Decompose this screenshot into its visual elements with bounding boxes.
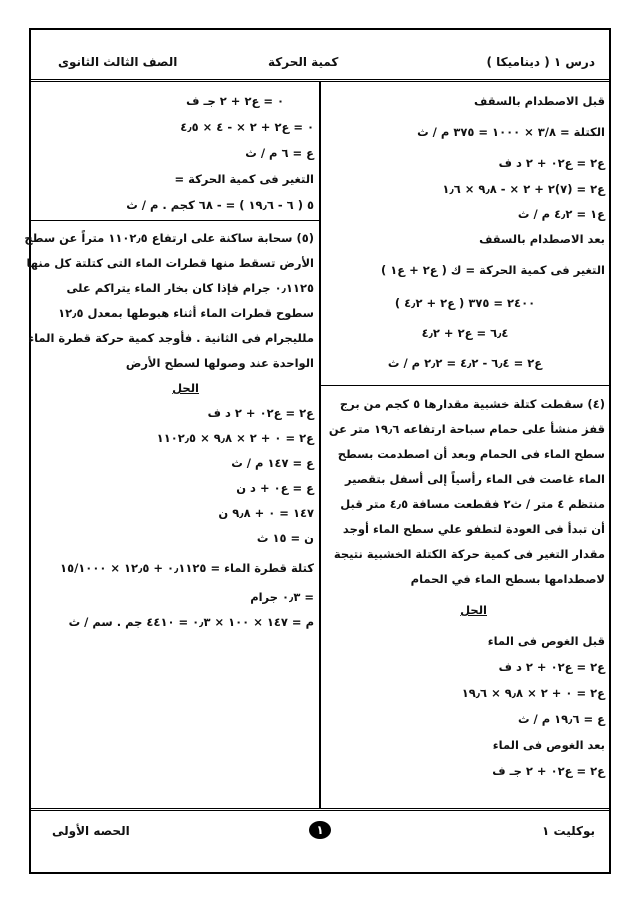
problem-text-line: ملليجرام فى الثانية . فأوجد كمية حركة قطرة الماء <box>28 331 314 345</box>
equation-line: كتلة قطرة الماء = ٠٫١١٢٥ + ١٢٫٥ × ١٥/١٠٠٠ <box>60 561 314 575</box>
problem-text-line: (٤) سقطت كتلة خشبية مقدارها ٥ كجم من برج <box>339 397 605 411</box>
equation-line: ع = ع٠ + د ن <box>236 481 314 495</box>
right-section-divider <box>321 385 609 386</box>
equation-line: ع٢ = ٦٫٤ - ٤٫٢ = ٢٫٢ م / ث <box>387 356 543 370</box>
problem-text-line: لاصطدامها بسطح الماء في الحمام <box>410 572 605 586</box>
session-label: الحصه الأولى <box>52 824 130 838</box>
equation-line: = ٠٫٣ جرام <box>250 590 314 604</box>
equation-line: ٠ = ع٢ + ٢ × - ٤ × ٤٫٥ <box>180 120 314 134</box>
problem-4 <box>325 392 605 784</box>
text-line: بعد الغوص فى الماء <box>492 738 605 752</box>
equation-line: ع = ١٤٧ م / ث <box>231 456 314 470</box>
solution-label: الحل <box>460 603 487 617</box>
text-line: قبل الغوص فى الماء <box>487 634 605 648</box>
equation-line: ع٢ = ٠ + ٢ × ٩٫٨ × ١٩٫٦ <box>461 686 605 700</box>
problem-text-line: الأرض تسقط منها قطرات الماء التى كتلتة كل منها <box>26 256 314 270</box>
equation-line: ع٢ = ع٠٢ + ٢ د ف <box>207 406 314 420</box>
equation-line: ٥ ( ٦ - ١٩٫٦ ) = - ٦٨ كجم . م / ث <box>126 198 314 212</box>
equation-line: ع٢ = ع٠٢ + ٢ د ف <box>498 660 605 674</box>
problem-text-line: أن تبدأ فى العودة لتطفو علي سطح الماء أوجد <box>342 522 605 536</box>
equation-line: ن = ١٥ ث <box>256 531 314 545</box>
equation-line: ٦٫٤ = ع٢ + ٤٫٢ <box>421 326 509 340</box>
equation-line: م = ١٤٧ × ١٠٠ × ٠٫٣ = ٤٤١٠ جم . سم / ث <box>68 615 314 629</box>
problem-text-line: مقدار التغير فى كمية حركة الكتلة الخشبية نتيجة <box>333 547 605 561</box>
lesson-title: درس ١ ( ديناميكا ) <box>486 55 595 69</box>
left-section-divider <box>31 220 319 221</box>
topic-title: كمية الحركة <box>268 55 339 69</box>
page-number-badge: ١ <box>309 821 331 839</box>
equation-line: ع٢ = (٧)٢ + ٢ × - ٩٫٨ × ١٫٦ <box>442 182 605 196</box>
equation-line: ٢٤٠٠ = ٣٧٥ ( ع٢ + ٤٫٢ ) <box>394 296 536 310</box>
problem-text-line: الماء غاصت فى الماء رأسياً إلى أسفل بتقصير <box>344 472 605 486</box>
column-divider <box>319 82 321 808</box>
solution-label: الحل <box>172 381 199 395</box>
problem-text-line: قفز منشأ على حمام سباحة ارتفاعه ١٩٫٦ متر عن <box>328 422 605 436</box>
equation-line: ع٢ = ٠ + ٢ × ٩٫٨ × ١١٠٢٫٥ <box>156 431 314 445</box>
equation-line: التغير فى كمية الحركة = ك ( ع٢ + ع١ ) <box>380 263 605 277</box>
right-top-section <box>325 88 605 378</box>
text-line: قبل الاصطدام بالسقف <box>474 94 605 108</box>
equation-line: ١٤٧ = ٠ + ٩٫٨ ن <box>218 506 314 520</box>
equation-line: ع٢ = ع٠٢ + ٢ جـ ف <box>492 764 605 778</box>
equation-line: ع٢ = ع٠٢ + ٢ د ف <box>498 156 605 170</box>
equation-line: الكتلة = ٣/٨ × ١٠٠٠ = ٣٧٥ م / ث <box>417 125 605 139</box>
text-line: التغير فى كمية الحركة = <box>174 172 314 186</box>
text-line: بعد الاصطدام بالسقف <box>479 232 605 246</box>
problem-text-line: سطوح قطرات الماء أثناء هبوطها بمعدل ١٢٫٥ <box>58 306 314 320</box>
left-top-section <box>36 88 314 218</box>
problem-text-line: (٥) سحابة ساكنة على ارتفاع ١١٠٢٫٥ متراً عن سطح <box>24 231 314 245</box>
equation-line: ع١ = ٤٫٢ م / ث <box>517 207 605 221</box>
booklet-label: بوكليت ١ <box>541 824 595 838</box>
equation-line: ٠ = ع٢ + ٢ جـ ف <box>186 94 284 108</box>
problem-5 <box>24 226 314 635</box>
problem-text-line: منتظم ٤ متر / ث٢ فقطعت مسافة ٤٫٥ متر قبل <box>340 497 605 511</box>
problem-text-line: سطح الماء فى الحمام وبعد أن اصطدمت بسطح <box>337 447 605 461</box>
problem-text-line: الواحدة عند وصولها لسطح الأرض <box>125 356 314 370</box>
equation-line: ع = ١٩٫٦ م / ث <box>517 712 605 726</box>
grade-label: الصف الثالث الثانوى <box>58 55 178 69</box>
equation-line: ع = ٦ م / ث <box>245 146 314 160</box>
footer-divider <box>31 808 609 811</box>
problem-text-line: ٠٫١١٢٥ جرام فإذا كان بخار الماء يتراكم على <box>66 281 314 295</box>
